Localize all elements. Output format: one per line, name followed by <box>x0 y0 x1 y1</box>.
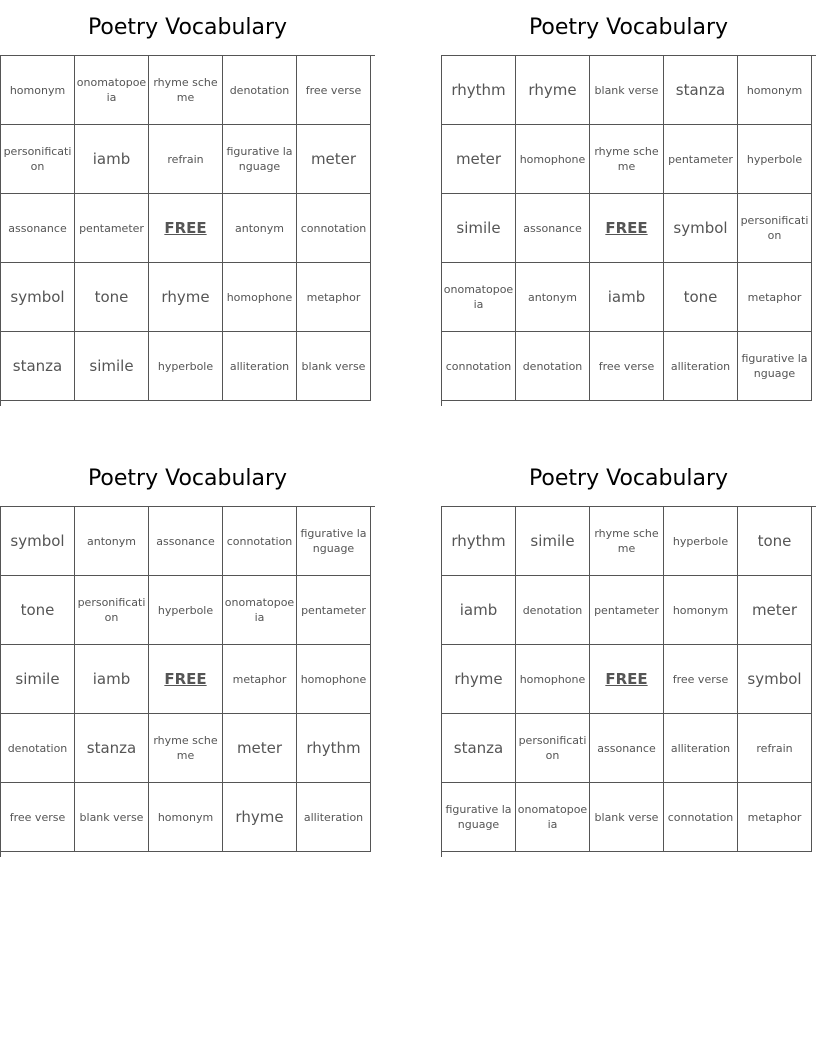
bingo-cell: assonance <box>590 714 664 783</box>
bingo-cell: tone <box>1 576 75 645</box>
bingo-cell: free verse <box>590 332 664 401</box>
bingo-cell: onomatopoeia <box>442 263 516 332</box>
card-title: Poetry Vocabulary <box>87 466 288 491</box>
bingo-cell: metaphor <box>738 783 812 852</box>
bingo-cell: homonym <box>738 56 812 125</box>
bingo-cell: assonance <box>516 194 590 263</box>
bingo-cell: symbol <box>1 507 75 576</box>
bingo-cell: connotation <box>223 507 297 576</box>
bingo-grid <box>0 55 375 406</box>
bingo-cell: refrain <box>149 125 223 194</box>
bingo-cell: homonym <box>1 56 75 125</box>
card-title: Poetry Vocabulary <box>87 15 288 40</box>
bingo-cell: blank verse <box>297 332 371 401</box>
bingo-cell: homonym <box>664 576 738 645</box>
bingo-cell: meter <box>297 125 371 194</box>
bingo-cell: rhyme <box>442 645 516 714</box>
bingo-cell: hyperbole <box>149 332 223 401</box>
bingo-cell: iamb <box>75 125 149 194</box>
bingo-cell: stanza <box>664 56 738 125</box>
bingo-cell: simile <box>442 194 516 263</box>
bingo-cell: rhythm <box>442 507 516 576</box>
bingo-cell: denotation <box>516 576 590 645</box>
bingo-cell: connotation <box>442 332 516 401</box>
bingo-cell: rhythm <box>297 714 371 783</box>
bingo-cell: personification <box>738 194 812 263</box>
bingo-cell: iamb <box>75 645 149 714</box>
bingo-cell: metaphor <box>223 645 297 714</box>
bingo-cell: rhyme scheme <box>590 125 664 194</box>
bingo-cell: figurative language <box>297 507 371 576</box>
bingo-cell: connotation <box>297 194 371 263</box>
bingo-cell: alliteration <box>664 714 738 783</box>
bingo-cell: rhyme scheme <box>590 507 664 576</box>
bingo-cell: figurative language <box>442 783 516 852</box>
bingo-cell: tone <box>664 263 738 332</box>
bingo-cell: pentameter <box>590 576 664 645</box>
bingo-cell: antonym <box>516 263 590 332</box>
bingo-cell: connotation <box>664 783 738 852</box>
bingo-cell: meter <box>442 125 516 194</box>
bingo-cell: hyperbole <box>664 507 738 576</box>
bingo-cell: symbol <box>1 263 75 332</box>
bingo-grid <box>0 506 375 857</box>
bingo-cell: meter <box>738 576 812 645</box>
bingo-cell: pentameter <box>664 125 738 194</box>
bingo-grid <box>441 55 816 406</box>
bingo-cell: assonance <box>149 507 223 576</box>
bingo-cell: homonym <box>149 783 223 852</box>
bingo-cell: rhyme <box>516 56 590 125</box>
bingo-cell: symbol <box>738 645 812 714</box>
bingo-cell: homophone <box>297 645 371 714</box>
bingo-cell: stanza <box>442 714 516 783</box>
free-space: FREE <box>149 194 223 263</box>
bingo-cell: simile <box>516 507 590 576</box>
bingo-cell: alliteration <box>297 783 371 852</box>
bingo-grid <box>441 506 816 857</box>
bingo-cell: rhyme <box>223 783 297 852</box>
bingo-cell: personification <box>1 125 75 194</box>
bingo-cell: alliteration <box>223 332 297 401</box>
bingo-cell: onomatopoeia <box>516 783 590 852</box>
bingo-cell: homophone <box>516 125 590 194</box>
bingo-cell: hyperbole <box>149 576 223 645</box>
bingo-cell: pentameter <box>297 576 371 645</box>
free-space: FREE <box>149 645 223 714</box>
bingo-cell: simile <box>75 332 149 401</box>
bingo-cell: personification <box>75 576 149 645</box>
bingo-cell: denotation <box>223 56 297 125</box>
bingo-cell: homophone <box>223 263 297 332</box>
bingo-cell: figurative language <box>738 332 812 401</box>
bingo-cell: rhyme <box>149 263 223 332</box>
card-title: Poetry Vocabulary <box>528 466 729 491</box>
bingo-cell: blank verse <box>590 783 664 852</box>
bingo-cell: iamb <box>442 576 516 645</box>
bingo-cell: figurative language <box>223 125 297 194</box>
bingo-cell: antonym <box>75 507 149 576</box>
bingo-cell: denotation <box>1 714 75 783</box>
bingo-cell: free verse <box>297 56 371 125</box>
bingo-cell: free verse <box>1 783 75 852</box>
free-space: FREE <box>590 194 664 263</box>
bingo-cell: pentameter <box>75 194 149 263</box>
bingo-cell: refrain <box>738 714 812 783</box>
bingo-cell: personification <box>516 714 590 783</box>
bingo-cell: iamb <box>590 263 664 332</box>
bingo-cell: free verse <box>664 645 738 714</box>
bingo-cell: tone <box>738 507 812 576</box>
card-title: Poetry Vocabulary <box>528 15 729 40</box>
bingo-cell: alliteration <box>664 332 738 401</box>
bingo-cell: metaphor <box>297 263 371 332</box>
bingo-cell: tone <box>75 263 149 332</box>
bingo-cell: blank verse <box>590 56 664 125</box>
bingo-cell: rhyme scheme <box>149 714 223 783</box>
bingo-cell: hyperbole <box>738 125 812 194</box>
bingo-cell: assonance <box>1 194 75 263</box>
free-space: FREE <box>590 645 664 714</box>
bingo-cell: symbol <box>664 194 738 263</box>
bingo-cell: antonym <box>223 194 297 263</box>
bingo-cell: rhyme scheme <box>149 56 223 125</box>
bingo-cell: denotation <box>516 332 590 401</box>
bingo-cell: metaphor <box>738 263 812 332</box>
bingo-cell: stanza <box>1 332 75 401</box>
bingo-cell: meter <box>223 714 297 783</box>
bingo-cell: simile <box>1 645 75 714</box>
bingo-cell: blank verse <box>75 783 149 852</box>
bingo-cell: onomatopoeia <box>223 576 297 645</box>
bingo-cell: homophone <box>516 645 590 714</box>
bingo-cell: rhythm <box>442 56 516 125</box>
bingo-cell: onomatopoeia <box>75 56 149 125</box>
bingo-cell: stanza <box>75 714 149 783</box>
